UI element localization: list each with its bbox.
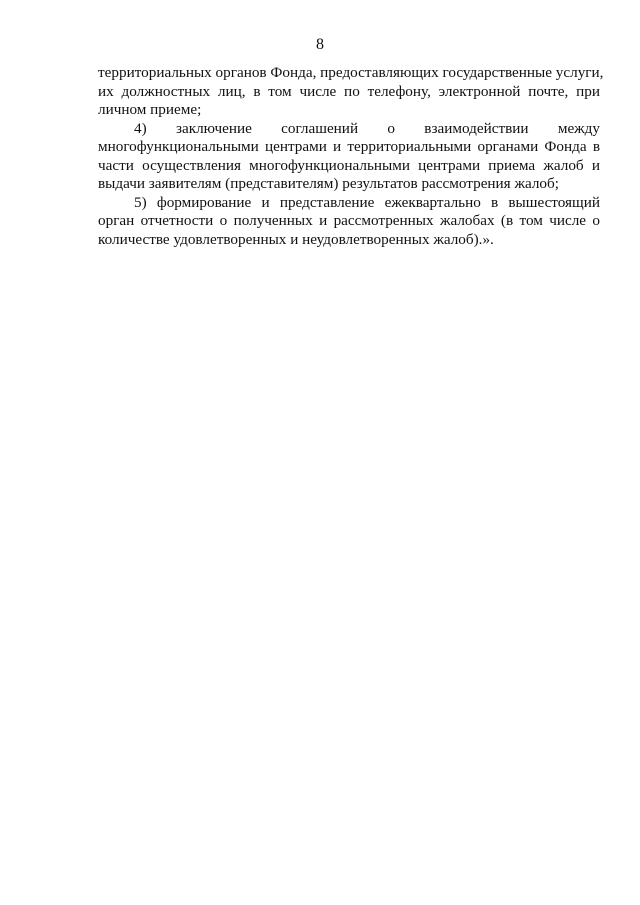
text-line: выдачи заявителям (представителям) результатов рассмотрения жалоб; xyxy=(98,175,559,192)
text-line: части осуществления многофункциональными центрами приема жалоб и xyxy=(98,156,600,174)
document-text xyxy=(98,64,604,249)
paragraph-continuation xyxy=(98,64,604,120)
text-line: 5) формирование и представление ежеквартально в вышестоящий xyxy=(134,193,600,211)
paragraph-item-4 xyxy=(98,120,600,194)
page-number: 8 xyxy=(316,36,324,53)
paragraph-item-5 xyxy=(98,194,600,250)
text-line: территориальных органов Фонда, предоставляющих государственные услуги, xyxy=(98,64,604,81)
text-line: многофункциональными центрами и территориальными органами Фонда в xyxy=(98,138,600,155)
text-line: их должностных лиц, в том числе по телефону, электронной почте, при xyxy=(98,82,600,100)
text-line: личном приеме; xyxy=(98,101,202,118)
text-line: количестве удовлетворенных и неудовлетворенных жалоб).». xyxy=(98,230,494,248)
text-line: орган отчетности о полученных и рассмотренных жалобах (в том числе о xyxy=(98,212,600,229)
text-line: 4) заключение соглашений о взаимодействии между xyxy=(134,119,600,137)
